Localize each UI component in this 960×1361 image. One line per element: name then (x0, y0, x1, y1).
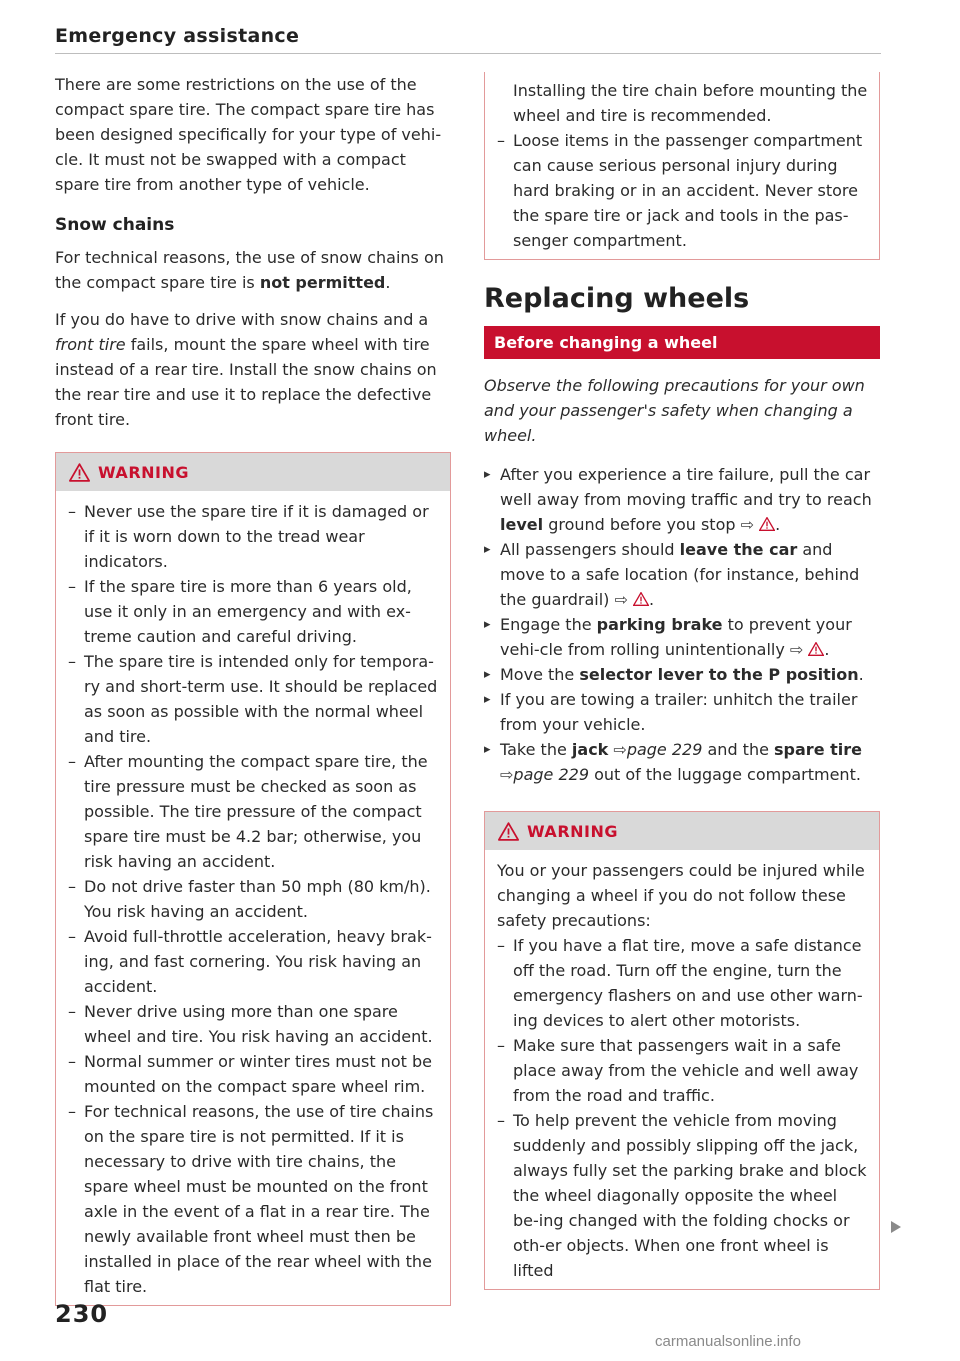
list-item: – Never drive using more than one spare wheel and tire. You risk having an accident. (68, 999, 438, 1049)
step-item: ▸ Engage the parking brake to prevent your vehi-cle from rolling unintentionally ⇨ . (484, 612, 880, 662)
step-item: ▸ After you experience a tire failure, pull the car well away from moving traffic and try to reach level ground before you stop ⇨ . (484, 462, 880, 537)
warning-box (484, 811, 880, 1290)
list-item: – Never use the spare tire if it is damaged or if it is worn down to the tread wear indicators. (68, 499, 438, 574)
continued-text: Installing the tire chain before mounting the wheel and tire is recommended. (513, 81, 868, 125)
list-item: – Normal summer or winter tires must not be mounted on the compact spare wheel rim. (68, 1049, 438, 1099)
step-item: ▸ Move the selector lever to the P position. (484, 662, 880, 687)
left-column (55, 72, 451, 1306)
arrow-icon: ⇨ (500, 765, 514, 784)
list-item: – To help prevent the vehicle from moving suddenly and possibly slipping off the jack, always fully set the parking brake and block the wheel diagonally opposite the wheel be-ing changed with the folding chocks or oth-er objects. When one front wheel is lifted (497, 1108, 867, 1283)
warning-title: WARNING (98, 462, 189, 482)
warning-header (485, 812, 879, 850)
page-header (55, 25, 881, 54)
section-title: Emergency assistance (55, 25, 300, 47)
list-item: – Do not drive faster than 50 mph (80 km/h). You risk having an accident. (68, 874, 438, 924)
list-item: – Loose items in the passenger compartment can cause serious personal injury during hard braking or in an accident. Never store the spare tire or jack and tools in the pas-senger compartment. (497, 128, 869, 253)
warning-header (56, 453, 450, 491)
section-heading: Replacing wheels (484, 283, 750, 314)
page-link[interactable]: page 229 (513, 765, 589, 784)
intro-paragraph: There are some restrictions on the use of the compact spare tire. The compact spare tire has been designed specifically for your type of vehi-cle. It must not be swapped with a compact spare tire from another type of vehicle. (55, 75, 442, 194)
arrow-icon: ⇨ (614, 590, 628, 609)
warning-triangle-icon (808, 642, 824, 656)
arrow-icon: ⇨ (789, 640, 804, 659)
warning-triangle-icon (498, 822, 519, 841)
warning-triangle-icon (633, 592, 649, 606)
snow-chains-paragraph-2: If you do have to drive with snow chains and a front tire fails, mount the spare wheel with tire instead of a rear tire. Install the snow chains on the rear tire and use it to replace the defective front tire. (55, 310, 437, 429)
warning-triangle-icon (69, 463, 90, 482)
list-item: – The spare tire is intended only for tempora-ry and short-term use. It should be replaced as soon as possible with the normal wheel and tire. (68, 649, 438, 749)
arrow-icon: ⇨ (613, 740, 627, 759)
snow-chains-heading: Snow chains (55, 215, 175, 235)
warning-title: WARNING (527, 821, 618, 841)
warning-box (55, 452, 451, 1306)
step-item: ▸ All passengers should leave the car and move to a safe location (for instance, behind the guardrail) ⇨ . (484, 537, 880, 612)
continue-arrow-icon (889, 1220, 903, 1234)
warning-list (497, 933, 867, 1283)
right-column (484, 72, 880, 1290)
list-item: – After mounting the compact spare tire, the tire pressure must be checked as soon as possible. The tire pressure of the compact spare tire must be 4.2 bar; otherwise, you risk having an accident. (68, 749, 438, 874)
steps-list (484, 462, 880, 787)
step-item: ▸ Take the jack ⇨page 229 and the spare tire ⇨page 229 out of the luggage compartment. (484, 737, 880, 787)
arrow-icon: ⇨ (740, 515, 754, 534)
snow-chains-paragraph-1: For technical reasons, the use of snow chains on the compact spare tire is not permitted. (55, 248, 444, 292)
continued-warning-box (484, 72, 880, 260)
watermark: carmanualsonline.info (655, 1333, 801, 1350)
list-item: – For technical reasons, the use of tire chains on the spare tire is not permitted. If it is necessary to drive with tire chains, the spare wheel must be mounted on the front axle in the event of a flat in a rear tire. The newly available front wheel must then be installed in place of the rear wheel with the flat tire. (68, 1099, 438, 1299)
list-item: – If you have a flat tire, move a safe distance off the road. Turn off the engine, turn the emergency flashers on and use other warn-ing devices to alert other motorists. (497, 933, 867, 1033)
intro-paragraph: Observe the following precautions for your own and your passenger's safety when changing a wheel. (484, 376, 865, 445)
list-item: – Avoid full-throttle acceleration, heavy brak-ing, and fast cornering. You risk having an accident. (68, 924, 438, 999)
page-link[interactable]: page 229 (626, 740, 703, 759)
step-item: ▸ If you are towing a trailer: unhitch the trailer from your vehicle. (484, 687, 880, 737)
list-item: – Make sure that passengers wait in a safe place away from the vehicle and well away from the road and traffic. (497, 1033, 867, 1108)
warning-triangle-icon (759, 517, 775, 531)
page-number: 230 (55, 1300, 109, 1328)
warning-intro: You or your passengers could be injured while changing a wheel if you do not follow these safety precautions: (497, 861, 865, 930)
warning-list (68, 499, 438, 1299)
subsection-bar: Before changing a wheel (484, 326, 880, 359)
list-item: – If the spare tire is more than 6 years old, use it only in an emergency and with ex-treme caution and careful driving. (68, 574, 438, 649)
